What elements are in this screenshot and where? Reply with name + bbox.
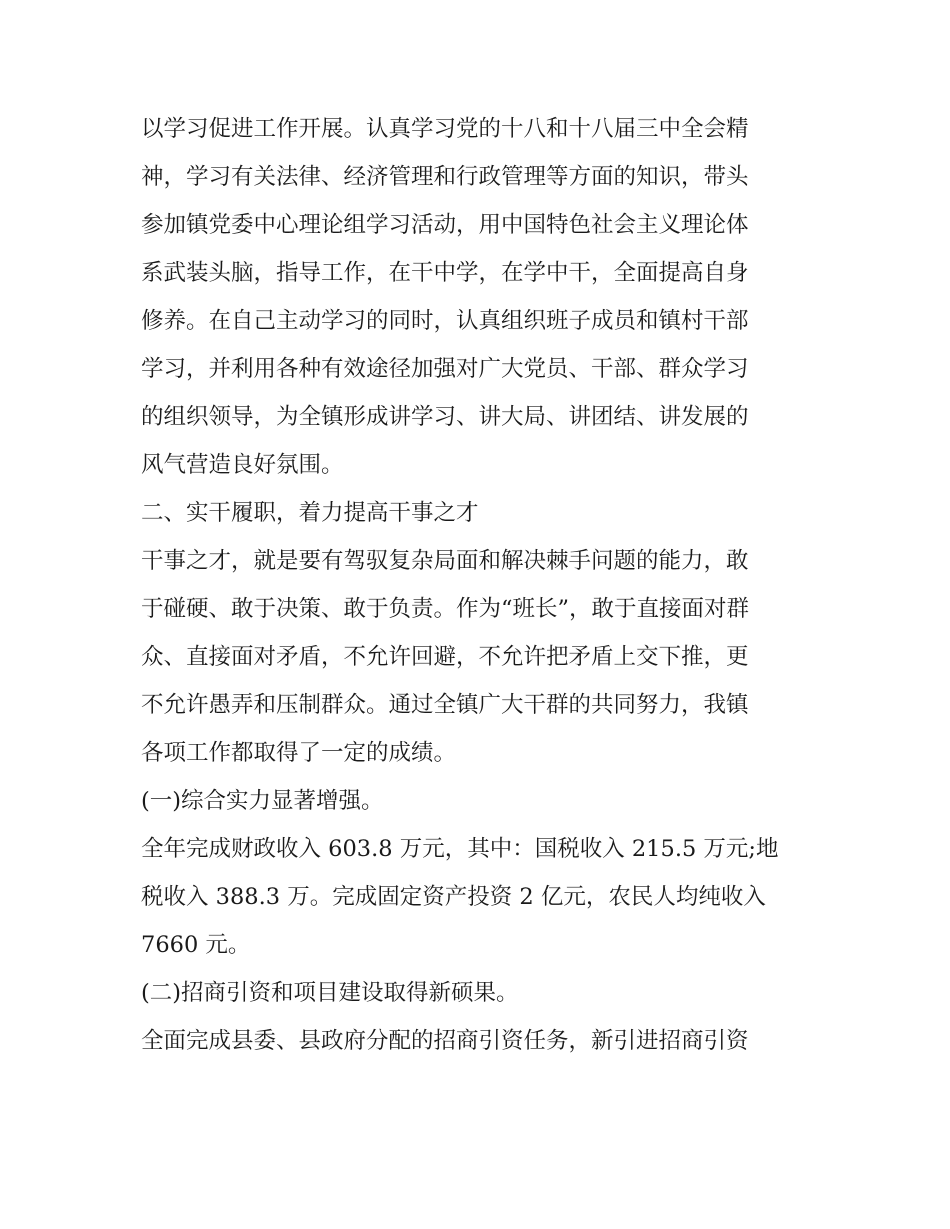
- subsection-heading: (二)招商引资和项目建设取得新硕果。: [141, 980, 519, 1006]
- paragraph-line: 全面完成县委、县政府分配的招商引资任务，新引进招商引资: [141, 1028, 749, 1054]
- paragraph-line: 以学习促进工作开展。认真学习党的十八和十八届三中全会精: [141, 116, 749, 142]
- paragraph-line: 各项工作都取得了一定的成绩。: [141, 740, 457, 766]
- section-heading: 二、实干履职，着力提高干事之才: [141, 500, 479, 526]
- paragraph-line: 系武装头脑，指导工作，在干中学，在学中干，全面提高自身: [141, 260, 749, 286]
- paragraph-line: 参加镇党委中心理论组学习活动，用中国特色社会主义理论体: [141, 212, 749, 238]
- paragraph-line: 的组织领导，为全镇形成讲学习、讲大局、讲团结、讲发展的: [141, 404, 749, 430]
- paragraph-line: 干事之才，就是要有驾驭复杂局面和解决棘手问题的能力，敢: [141, 548, 749, 574]
- paragraph-line: 税收入 388.3 万。完成固定资产投资 2 亿元，农民人均纯收入: [141, 884, 766, 910]
- paragraph-line: 众、直接面对矛盾，不允许回避，不允许把矛盾上交下推，更: [141, 644, 749, 670]
- subsection-heading: (一)综合实力显著增强。: [141, 788, 384, 814]
- paragraph-line: 风气营造良好氛围。: [141, 452, 344, 478]
- paragraph-line: 7660 元。: [141, 932, 251, 958]
- paragraph-line: 修养。在自己主动学习的同时，认真组织班子成员和镇村干部: [141, 308, 749, 334]
- paragraph-line: 学习，并利用各种有效途径加强对广大党员、干部、群众学习: [141, 356, 749, 382]
- paragraph-line: 全年完成财政收入 603.8 万元，其中：国税收入 215.5 万元;地: [141, 836, 779, 862]
- paragraph-line: 不允许愚弄和压制群众。通过全镇广大干群的共同努力，我镇: [141, 692, 749, 718]
- paragraph-line: 神，学习有关法律、经济管理和行政管理等方面的知识，带头: [141, 164, 749, 190]
- paragraph-line: 于碰硬、敢于决策、敢于负责。作为“班长”，敢于直接面对群: [141, 596, 750, 622]
